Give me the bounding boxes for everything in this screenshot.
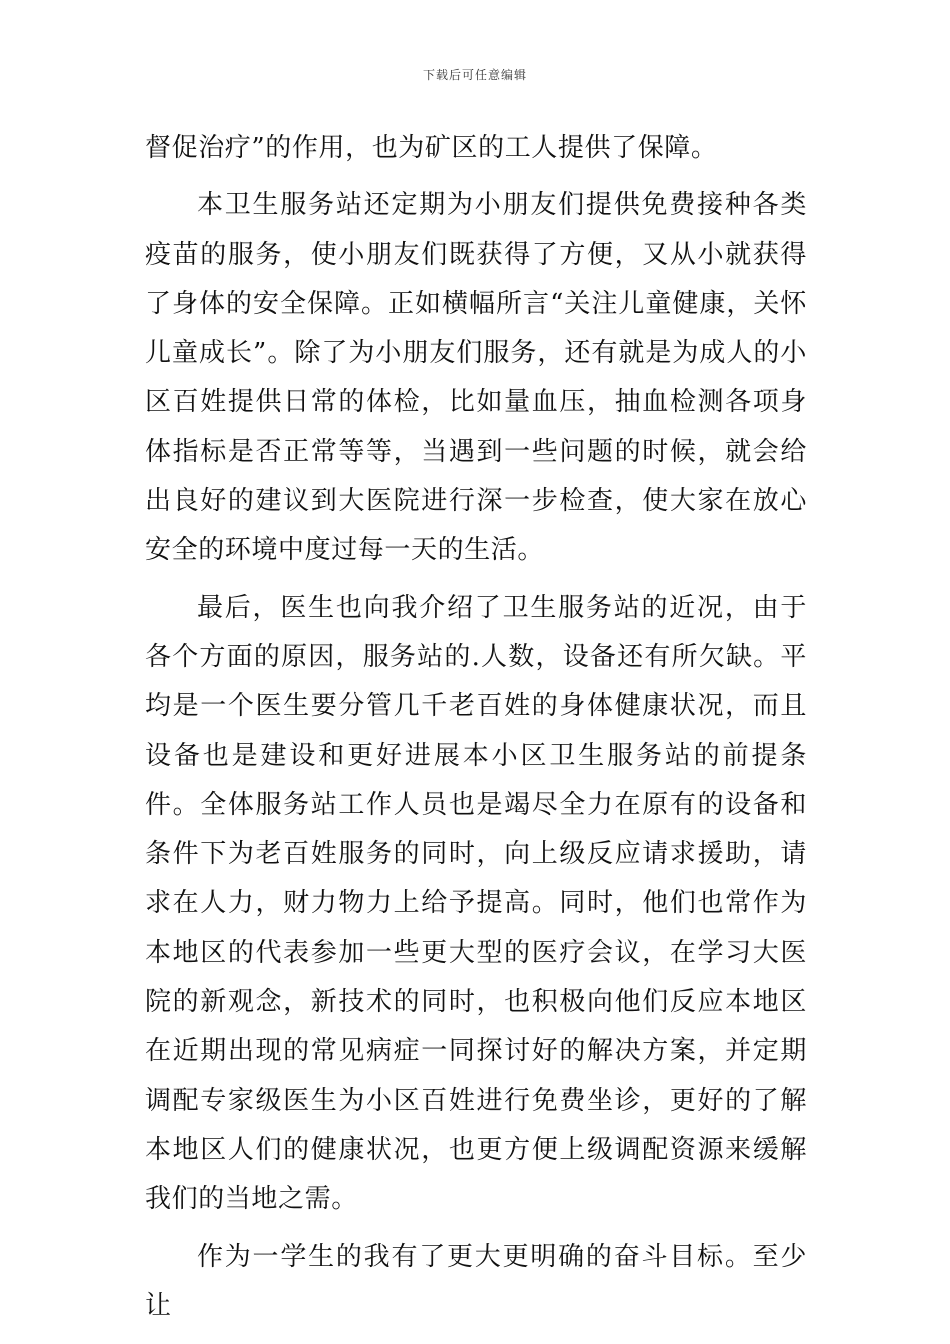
document-body xyxy=(145,124,807,1339)
paragraph-continuation: 督促治疗”的作用，也为矿区的工人提供了保障。 xyxy=(145,133,718,163)
page-header: 下载后可任意编辑 xyxy=(422,68,527,82)
paragraph-station-status: 最后，医生也向我介绍了卫生服务站的近况，由于各个方面的原因，服务站的.人数，设备还有所欠缺。平均是一个医生要分管几千老百姓的身体健康状况，而且设备也是建设和更好进展本小区卫生服务站的前提条件。全体服务站工作人员也是竭尽全力在原有的设备和条件下为老百姓服务的同时，向上级反应请求援助，请求在人力，财力物力上给予提高。同时，他们也常作为本地区的代表参加一些更大型的医疗会议，在学习大医院的新观念，新技术的同时，也积极向他们反应本地区在近期出现的常见病症一同探讨好的解决方案，并定期调配专家级医生为小区百姓进行免费坐诊，更好的了解本地区人们的健康状况，也更方便上级调配资源来缓解我们的当地之需。 xyxy=(145,592,807,1215)
paragraph-vaccination: 本卫生服务站还定期为小朋友们提供免费接种各类疫苗的服务，使小朋友们既获得了方便，又从小就获得了身体的安全保障。正如横幅所言“关注儿童健康，关怀儿童成长”。除了为小朋友们服务，还有就是为成人的小区百姓提供日常的体检，比如量血压，抽血检测各项身体指标是否正常等等，当遇到一些问题的时候，就会给出良好的建议到大医院进行深一步检查，使大家在放心安全的环境中度过每一天的生活。 xyxy=(145,190,807,566)
paragraph-student-goal: 作为一学生的我有了更大更明确的奋斗目标。至少让 xyxy=(145,1241,807,1321)
